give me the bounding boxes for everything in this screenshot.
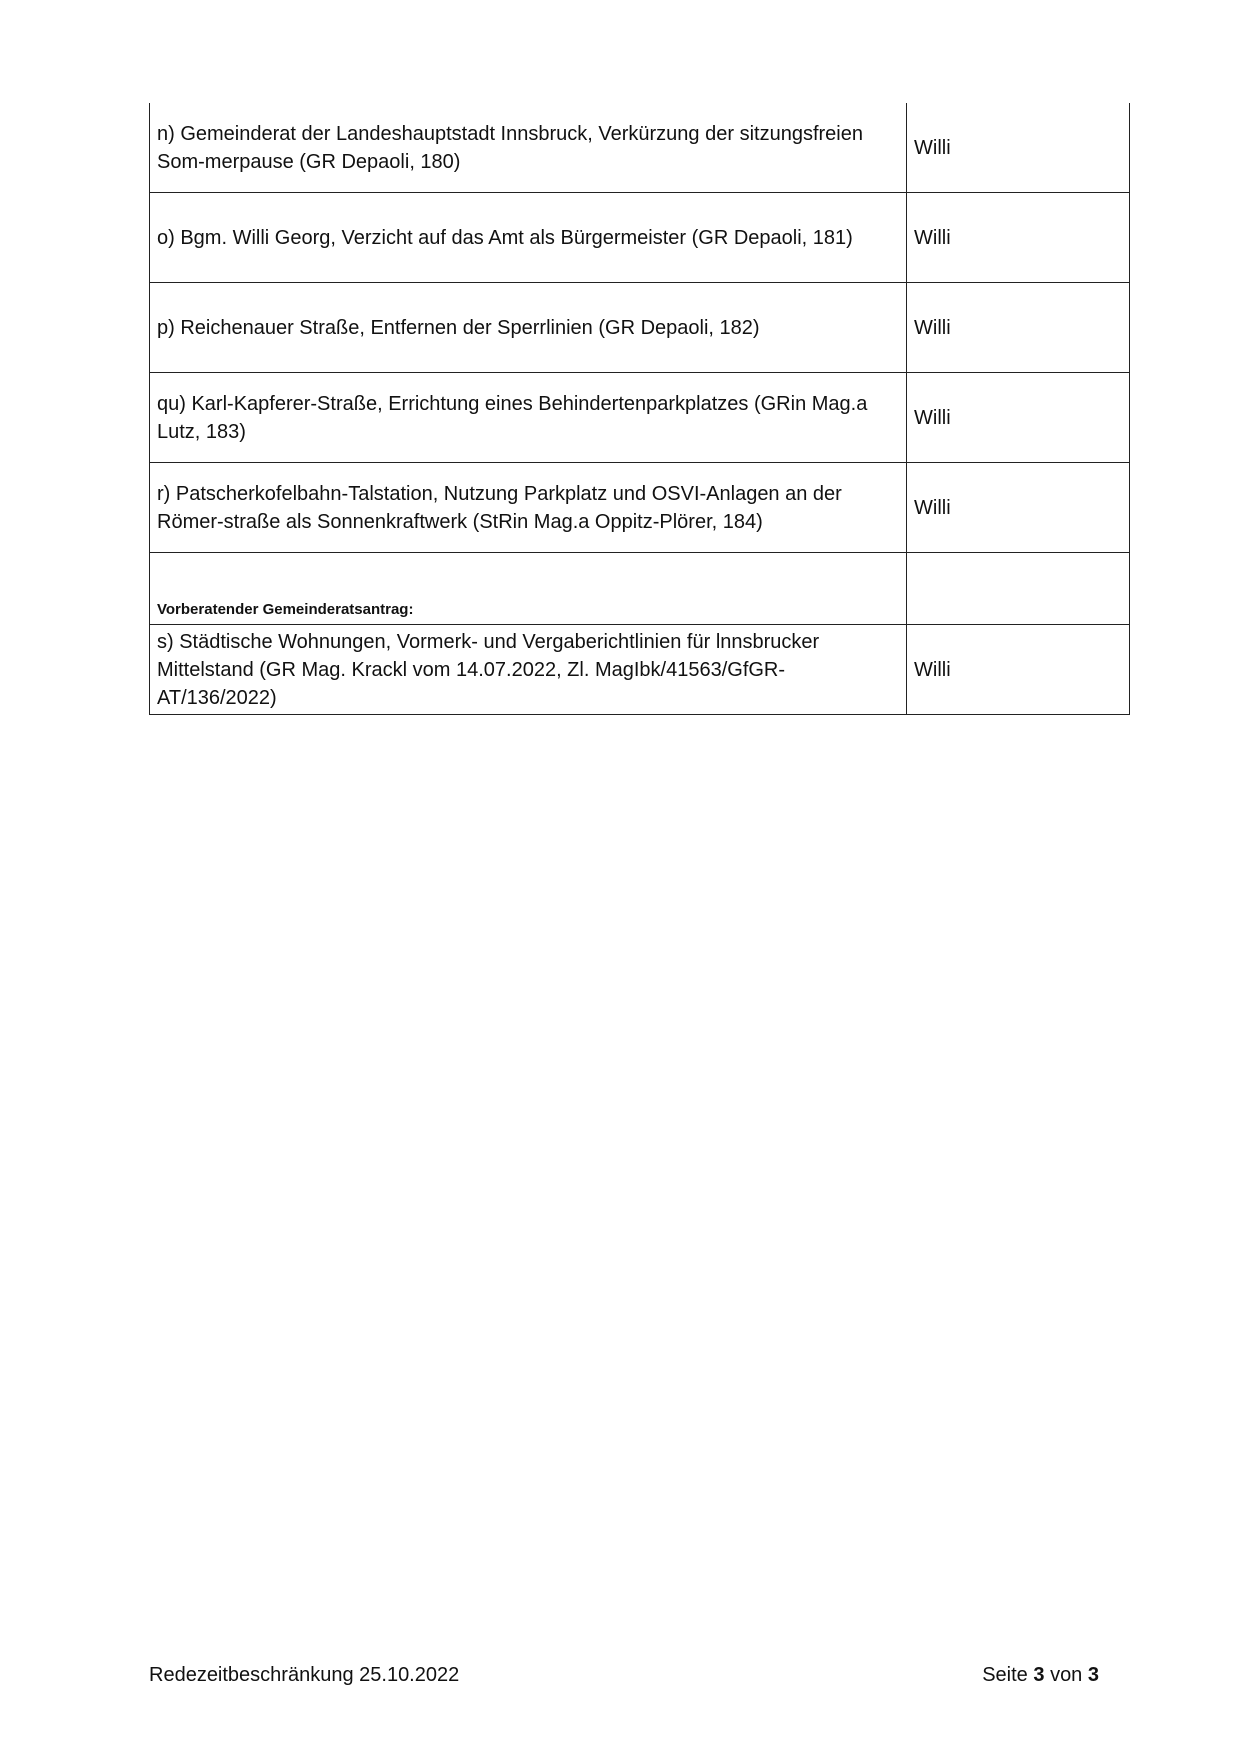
empty-cell bbox=[907, 553, 1130, 625]
speaker: Willi bbox=[907, 625, 1130, 715]
page-prefix: Seite bbox=[982, 1664, 1028, 1686]
agenda-item: qu) Karl-Kapferer-Straße, Errichtung eines Behindertenparkplatzes (GRin Mag.a Lutz, 183) bbox=[150, 373, 907, 463]
speaker: Willi bbox=[907, 193, 1130, 283]
table-row bbox=[150, 463, 1130, 553]
table-row bbox=[150, 373, 1130, 463]
agenda-item: o) Bgm. Willi Georg, Verzicht auf das Amt als Bürgermeister (GR Depaoli, 181) bbox=[150, 193, 907, 283]
page-total: 3 bbox=[1087, 1664, 1099, 1686]
agenda-item: p) Reichenauer Straße, Entfernen der Sperrlinien (GR Depaoli, 182) bbox=[150, 283, 907, 373]
table-row bbox=[150, 625, 1130, 715]
agenda-item: n) Gemeinderat der Landeshauptstadt Innsbruck, Verkürzung der sitzungsfreien Som-merpause (GR Depaoli, 180) bbox=[150, 103, 907, 193]
page-current: 3 bbox=[1033, 1664, 1045, 1686]
footer-title: Redezeitbeschränkung 25.10.2022 bbox=[149, 1664, 460, 1686]
speaker: Willi bbox=[907, 463, 1130, 553]
speaker: Willi bbox=[907, 373, 1130, 463]
agenda-item: r) Patscherkofelbahn-Talstation, Nutzung Parkplatz und OSVI-Anlagen an der Römer-straße als Sonnenkraftwerk (StRin Mag.a Oppitz-Plörer, 184) bbox=[150, 463, 907, 553]
page-sep: von bbox=[1050, 1664, 1083, 1686]
table-row bbox=[150, 193, 1130, 283]
section-label: Vorberatender Gemeinderatsantrag: bbox=[157, 601, 414, 618]
table-row bbox=[150, 283, 1130, 373]
agenda-item: s) Städtische Wohnungen, Vormerk- und Vergaberichtlinien für lnnsbrucker Mittelstand (GR Mag. Krackl vom 14.07.2022, Zl. MagIbk/41563/GfGR-AT/136/2022) bbox=[150, 625, 907, 715]
table-row bbox=[150, 103, 1130, 193]
section-header-cell bbox=[150, 553, 907, 625]
speaker: Willi bbox=[907, 283, 1130, 373]
agenda-table bbox=[149, 103, 1130, 715]
section-header-row bbox=[150, 553, 1130, 625]
page-number bbox=[979, 1664, 1099, 1687]
speaker: Willi bbox=[907, 103, 1130, 193]
